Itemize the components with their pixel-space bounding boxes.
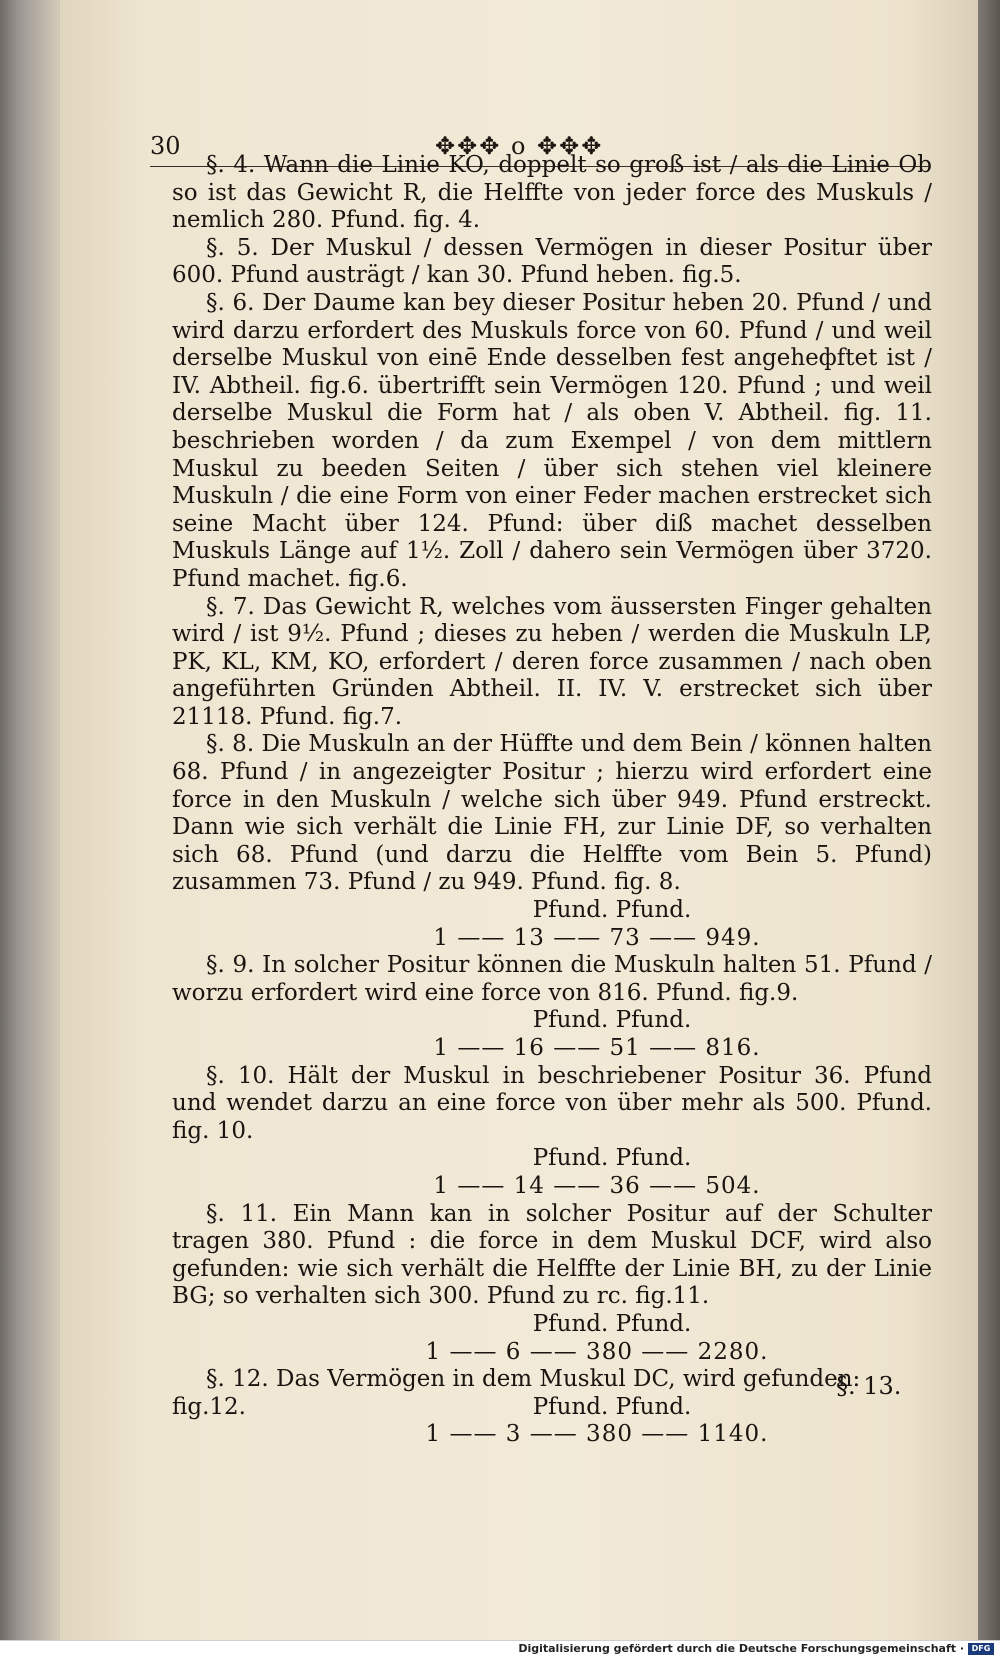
figure-reference-12: fig.12.: [172, 1393, 246, 1420]
ratio-header-12: Pfund. Pfund.: [532, 1393, 692, 1420]
digitization-footer: [0, 1640, 1000, 1658]
ratio-line-11: 1 —— 6 —— 380 —— 2280.: [425, 1338, 769, 1365]
header-ornament: ✥✥✥ o ✥✥✥: [435, 132, 604, 160]
ratio-block-12: [172, 1394, 932, 1422]
ratio-header-11: Pfund. Pfund.: [532, 1310, 692, 1337]
ratio-header-10: Pfund. Pfund.: [532, 1145, 692, 1172]
ratio-line-8: 1 —— 13 —— 73 —— 949.: [433, 924, 761, 951]
page-body: [172, 152, 932, 1449]
catchword: §. 13.: [836, 1372, 902, 1400]
ratio-header-8: Pfund. Pfund.: [532, 897, 692, 924]
ratio-line-10: 1 —— 14 —— 36 —— 504.: [433, 1172, 761, 1199]
paragraph-6: §. 6. Der Daume kan bey dieser Positur heben 20. Pfund / und wird darzu erfordert des Muskuls force von 60. Pfund / und weil derselbe Muskul von einē Ende desselben fest angeheфftet ist / IV. Abtheil. fig.6. übertrifft sein Vermögen 120. Pfund ; und weil derselbe Muskul die Form hat / als oben V. Abtheil. fig. 11. beschrieben worden / da zum Exempel / von dem mittlern Muskul zu beeden Seiten / über sich stehen viel kleinere Muskuln / die eine Form von einer Feder machen erstrecket sich seine Macht über 124. Pfund: über diß machet desselben Muskuls Länge auf 1½. Zoll / dahero sein Vermögen über 3720. Pfund machet. fig.6.: [172, 289, 932, 592]
ratio-line-9: 1 —— 16 —— 51 —— 816.: [433, 1035, 761, 1061]
paragraph-10: §. 10. Hält der Muskul in beschriebener Positur 36. Pfund und wendet darzu an eine force von über mehr als 500. Pfund. fig. 10.: [172, 1062, 932, 1144]
paragraph-7: §. 7. Das Gewicht R, welches vom äussersten Finger gehalten wird / ist 9½. Pfund ; dieses zu heben / werden die Muskuln LP, PK, KL, KM, KO, erfordert / deren force zusammen / nach oben angeführten Gründen Abtheil. II. IV. V. erstrecket sich über 21118. Pfund. fig.7.: [172, 593, 932, 730]
paragraph-11: §. 11. Ein Mann kan in solcher Positur auf der Schulter tragen 380. Pfund : die force in dem Muskul DCF, wird also gefunden: wie sich verhält die Helffte der Linie BH, zu der Linie BG; so verhalten sich 300. Pfund zu rc. fig.11.: [172, 1200, 932, 1310]
paragraph-5: §. 5. Der Muskul / dessen Vermögen in dieser Positur über 600. Pfund austrägt / kan 30. Pfund heben. fig.5.: [172, 234, 932, 289]
paragraph-12: §. 12. Das Vermögen in dem Muskul DC, wird gefunden:: [206, 1366, 861, 1393]
paragraph-9: §. 9. In solcher Positur können die Muskuln halten 51. Pfund / worzu erfordert wird eine force von 816. Pfund. fig.9.: [172, 952, 932, 1006]
dfg-logo-icon: DFG: [968, 1643, 994, 1655]
ratio-line-12: 1 —— 3 —— 380 —— 1140.: [425, 1421, 769, 1448]
page-number: 30: [150, 132, 181, 160]
ratio-header-9: Pfund. Pfund.: [532, 1007, 692, 1034]
page-edge: [978, 0, 1000, 1640]
footer-credit: Digitalisierung gefördert durch die Deutsche Forschungsgemeinschaft ·: [518, 1642, 964, 1655]
paragraph-4: §. 4. Wann die Linie KO, doppelt so groß ist / als die Linie Ob so ist das Gewicht R, die Helffte von jeder force des Muskuls / nemlich 280. Pfund. fig. 4.: [172, 152, 932, 234]
paragraph-8: §. 8. Die Muskuln an der Hüffte und dem Bein / können halten 68. Pfund / in angezeigter Positur ; hierzu wird erfordert eine force in den Muskuln / welche sich über 949. Pfund erstreckt. Dann wie sich verhält die Linie FH, zur Linie DF, so verhalten sich 68. Pfund (und darzu die Helffte vom Bein 5. Pfund) zusammen 73. Pfund / zu 949. Pfund. fig. 8.: [172, 731, 932, 896]
